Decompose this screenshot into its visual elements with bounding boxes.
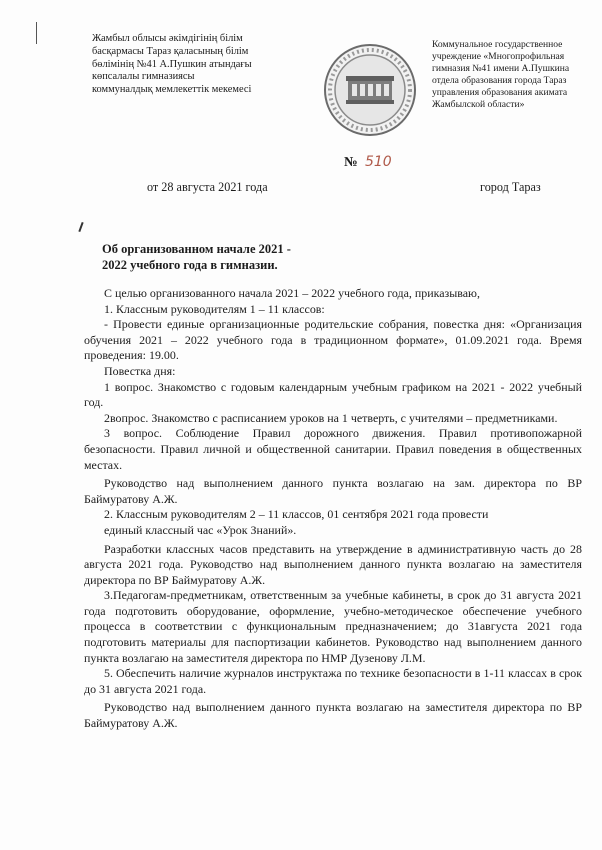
paragraph: Руководство над выполнением данного пункта возлагаю на заместителя директора по ВР Баймуратову А.Ж. bbox=[84, 700, 582, 731]
school-building-emblem-icon bbox=[322, 42, 418, 138]
header-right-line: гимназия №41 имени А.Пушкина bbox=[432, 62, 570, 74]
title-line: 2022 учебного года в гимназии. bbox=[102, 258, 278, 272]
paragraph: 3 вопрос. Соблюдение Правил дорожного движения. Правил противопожарной безопасности. Правил личной и общественной санитарии. Правил поведения в общественных местах. bbox=[84, 426, 582, 472]
paragraph: Разработки классных часов представить на утверждение в административную часть до 28 августа 2021 года. Руководство над выполнением данного пункта возлагаю на заместителя директора по ВР Баймуратову А.Ж. bbox=[84, 541, 582, 587]
order-number-value: 510 bbox=[364, 154, 392, 170]
order-number-label: № bbox=[344, 154, 358, 169]
paragraph: Руководство над выполнением данного пункта возлагаю на зам. директора по ВР Баймуратову А.Ж. bbox=[84, 476, 582, 506]
paragraph: 1 вопрос. Знакомство с годовым календарным учебным графиком на 2021 - 2022 учебный год. bbox=[84, 379, 582, 410]
scan-edge-mark bbox=[36, 22, 37, 44]
paragraph: 3.Педагогам-предметникам, ответственным за учебные кабинеты, в срок до 31 августа 2021 года подготовить оборудование, оформление, учебно-методическое обеспечение учебного процесса в соответствии с функциональным предназначением; до 31августа 2021 года подготовить материалы для паспортизации кабинетов. Руководство над выполнением данного пункта возлагаю на заместителя директора по НМР Дузенову Л.М. bbox=[84, 588, 582, 665]
header-right-line: Жамбылской области» bbox=[432, 98, 525, 110]
paragraph: Повестка дня: bbox=[104, 363, 176, 378]
title-line: Об организованном начале 2021 - bbox=[102, 242, 291, 256]
header-left-line: көпсалалы гимназиясы bbox=[92, 71, 195, 83]
header-left-line: Жамбыл облысы әкімдігінің білім bbox=[92, 33, 243, 44]
order-date: от 28 августа 2021 года bbox=[147, 180, 268, 194]
document-body bbox=[84, 286, 582, 732]
order-number bbox=[344, 154, 392, 170]
header-left-line: басқармасы Тараз қаласының білім bbox=[92, 45, 249, 57]
header-right-line: учреждение «Многопрофильная bbox=[432, 50, 565, 62]
header-russian bbox=[432, 39, 597, 110]
order-city: город Тараз bbox=[480, 180, 541, 194]
paragraph: 5. Обеспечить наличие журналов инструктажа по технике безопасности в 1-11 классах в срок до 31 августа 2021 года. bbox=[84, 666, 582, 696]
header-right-line: управления образования акимата bbox=[432, 86, 568, 98]
document-title bbox=[102, 241, 342, 273]
paragraph: 1. Классным руководителям 1 – 11 классов: bbox=[104, 301, 325, 316]
header-left-line: бөлімінің №41 А.Пушкин атындағы bbox=[92, 58, 252, 70]
paragraph: - Провести единые организационные родительские собрания, повестка дня: «Организация обучения 2021 – 2022 учебного года в традиционном формате», 01.09.2021 года. Время проведения: 19.00. bbox=[84, 317, 582, 363]
header-right-line: Коммунальное государственное bbox=[432, 39, 563, 50]
paragraph: единый классный час «Урок Знаний». bbox=[104, 522, 297, 537]
paragraph: 2. Классным руководителям 2 – 11 классов, 01 сентября 2021 года провести bbox=[104, 507, 489, 522]
header-kazakh bbox=[92, 33, 302, 97]
paragraph: 2вопрос. Знакомство с расписанием уроков на 1 четверть, с учителями – предметниками. bbox=[104, 410, 558, 425]
header-left-line: коммуналдық мемлекеттік мекемесі bbox=[92, 84, 252, 96]
paragraph: С целью организованного начала 2021 – 2022 учебного года, приказываю, bbox=[104, 286, 480, 300]
header-right-line: отдела образования города Тараз bbox=[432, 74, 567, 86]
scan-mark bbox=[78, 222, 83, 232]
